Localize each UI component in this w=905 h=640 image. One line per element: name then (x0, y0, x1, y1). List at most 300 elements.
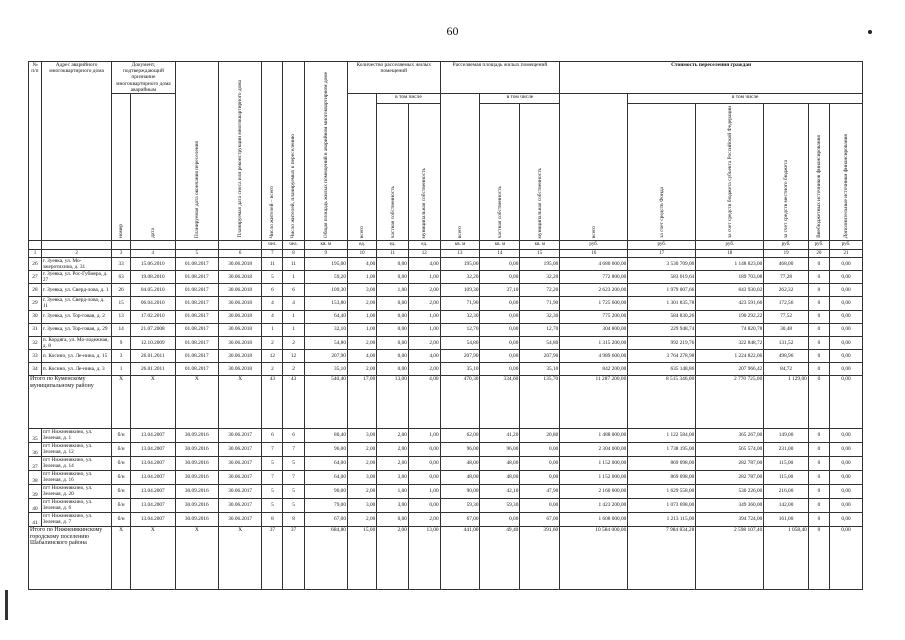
data-cell: 30.06.2018 (218, 258, 261, 271)
table-row (29, 512, 863, 526)
total-label: Итого по Куменскому муниципальному району (29, 375, 112, 428)
header-residents-total: Число жителей – всего (262, 62, 283, 241)
data-cell: 3,00 (377, 470, 409, 484)
unit-cell: руб. (764, 241, 809, 250)
total-cell: 441,00 (440, 526, 480, 589)
data-cell: 3,00 (377, 498, 409, 512)
header-cost-fund: за счет средств Фонда (628, 104, 696, 241)
data-cell: 0 (808, 498, 829, 512)
data-cell: 1,00 (377, 484, 409, 498)
data-cell: 2 (262, 362, 283, 375)
data-cell: 0,00 (377, 362, 409, 375)
data-cell: 12,70 (520, 323, 560, 336)
data-cell: 7 (283, 470, 304, 484)
data-cell: 5 (262, 498, 283, 512)
data-cell: 6 (262, 428, 283, 442)
data-cell: 0 (808, 310, 829, 323)
data-cell: 15.06.2010 (131, 258, 176, 271)
data-cell: 349 360,00 (696, 498, 764, 512)
data-cell: 79,00 (304, 498, 347, 512)
data-cell: 142,00 (764, 498, 809, 512)
row-index: 26 (29, 258, 42, 271)
data-cell: 1 (112, 362, 131, 375)
column-number-cell: 1 (29, 250, 42, 258)
data-cell: 12.10.2009 (131, 336, 176, 349)
table-row (29, 484, 863, 498)
data-cell: 109,30 (440, 284, 480, 297)
data-cell: 0,00 (829, 456, 862, 470)
data-cell: 2 (283, 362, 304, 375)
data-cell: 5 (283, 456, 304, 470)
header-residents-planned: Число жителей, планируемых к переселению (283, 62, 304, 241)
data-cell: 74 820,78 (696, 323, 764, 336)
data-cell: 67,00 (304, 512, 347, 526)
data-cell: 90,00 (440, 484, 480, 498)
column-numbers-group (29, 250, 863, 258)
data-cell: 13.04.2007 (131, 442, 176, 456)
data-cell: 30.09.2016 (175, 456, 218, 470)
data-cell: 775 200,00 (560, 310, 628, 323)
data-cell: 0 (808, 470, 829, 484)
data-cell: 4 989 600,00 (560, 349, 628, 362)
unit-cell: ед. (377, 241, 409, 250)
data-cell: 190 292,22 (696, 310, 764, 323)
data-cell: 322 848,72 (696, 336, 764, 349)
data-cell: 394 724,00 (696, 512, 764, 526)
header-count-total: всего (347, 94, 376, 241)
data-cell: 0,00 (829, 349, 862, 362)
data-cell: 0,00 (377, 297, 409, 310)
data-cell: 1 979 007,66 (628, 284, 696, 297)
data-cell: 365 267,00 (696, 428, 764, 442)
data-cell: 3 764 278,98 (628, 349, 696, 362)
unit-cell (112, 241, 131, 250)
data-cell: 0,00 (480, 258, 520, 271)
data-cell: 4,00 (408, 258, 440, 271)
data-cell: 2 (283, 336, 304, 349)
data-cell: 468,00 (764, 258, 809, 271)
total-row (29, 375, 863, 428)
data-cell: 2,00 (347, 484, 376, 498)
data-cell: 131,52 (764, 336, 809, 349)
total-cell: 2 598 107,40 (696, 526, 764, 589)
data-cell: б/н (112, 498, 131, 512)
data-cell: 0,00 (829, 297, 862, 310)
rows-nizhneivkino (29, 428, 863, 526)
row-index: 40 (29, 498, 42, 512)
header-cost: Стоимость переселения граждан (560, 62, 863, 94)
data-cell: 0,00 (480, 336, 520, 349)
row-index: 39 (29, 484, 42, 498)
data-cell: 2,00 (347, 362, 376, 375)
data-cell: 772 800,00 (560, 271, 628, 284)
data-cell: 4,00 (347, 349, 376, 362)
header-premises-area: Расселяемая площадь жилых помещений (440, 62, 560, 94)
data-cell: 6 (283, 428, 304, 442)
data-cell: 30.06.2018 (218, 323, 261, 336)
data-cell: 0,00 (829, 512, 862, 526)
data-cell: 8 (283, 512, 304, 526)
data-cell: 1 (262, 323, 283, 336)
address-cell: г. Зуевка, ул. Сверд-лова, д. 11 (41, 297, 111, 310)
column-number-cell: 20 (808, 250, 829, 258)
data-cell: 3,00 (347, 428, 376, 442)
table-row (29, 297, 863, 310)
data-cell: 0,00 (520, 498, 560, 512)
unit-cell: руб. (560, 241, 628, 250)
data-cell: 54,80 (440, 336, 480, 349)
data-cell: 96,00 (304, 442, 347, 456)
data-cell: 161,00 (764, 512, 809, 526)
column-number-cell: 6 (218, 250, 261, 258)
data-cell: 0 (808, 349, 829, 362)
data-cell: 0,00 (408, 442, 440, 456)
unit-cell: кв. м (440, 241, 480, 250)
data-cell: 0 (808, 323, 829, 336)
data-cell: 195,00 (520, 258, 560, 271)
column-number-cell: 14 (480, 250, 520, 258)
data-cell: 48,00 (440, 470, 480, 484)
data-cell: 2,00 (347, 512, 376, 526)
data-cell: 195,00 (440, 258, 480, 271)
data-cell: 0,00 (377, 323, 409, 336)
data-cell: 5 (262, 484, 283, 498)
address-cell: пгт Нижнеивкино, ул. Зеленая, д. 20 (41, 484, 111, 498)
total-cell: 0,00 (829, 375, 862, 428)
data-cell: 4 (262, 310, 283, 323)
data-cell: 0 (808, 442, 829, 456)
row-index: 38 (29, 470, 42, 484)
data-cell: 207 966,42 (696, 362, 764, 375)
data-cell: 30.09.2016 (175, 498, 218, 512)
data-cell: 20,80 (520, 428, 560, 442)
data-cell: 30.06.2017 (218, 512, 261, 526)
data-cell: 0,00 (377, 258, 409, 271)
header-count-private: частная собственность (377, 104, 409, 241)
data-cell: 4,00 (347, 258, 376, 271)
address-cell: г. Зуевка, ул. Тор-говая, д. 29 (41, 323, 111, 336)
data-cell: 172,56 (764, 297, 809, 310)
data-cell: 530 226,00 (696, 484, 764, 498)
data-cell: 1 315 200,00 (560, 336, 628, 349)
rows-kumeny (29, 258, 863, 376)
address-cell: п. Косино, ул. Ле-нина, д. 15 (41, 349, 111, 362)
data-cell: 1,00 (377, 284, 409, 297)
data-cell: 4,00 (408, 349, 440, 362)
data-cell: 2 160 000,00 (560, 484, 628, 498)
unit-cell (41, 241, 111, 250)
unit-cell: руб. (808, 241, 829, 250)
data-cell: 0 (808, 297, 829, 310)
data-cell: 84,72 (764, 362, 809, 375)
header-cost-total: всего (560, 94, 628, 241)
data-cell: 35,10 (440, 362, 480, 375)
header-cost-local: за счет средств местного бюджета (764, 104, 809, 241)
column-number-cell: 7 (262, 250, 283, 258)
total-cell: 470,30 (440, 375, 480, 428)
data-cell: 0,00 (377, 349, 409, 362)
unit-cell (175, 241, 218, 250)
data-cell: 0 (808, 484, 829, 498)
total-cell: X (218, 526, 261, 589)
scan-mark (868, 30, 872, 34)
total-cell: 43 (283, 375, 304, 428)
table-row (29, 442, 863, 456)
data-cell: 12,70 (440, 323, 480, 336)
data-cell: 7 (262, 470, 283, 484)
row-index: 31 (29, 323, 42, 336)
data-cell: 842 200,00 (560, 362, 628, 375)
table-row (29, 323, 863, 336)
data-cell: 1 148 823,00 (696, 258, 764, 271)
column-number-cell: 17 (628, 250, 696, 258)
total-cell: 4,00 (408, 375, 440, 428)
table-row (29, 310, 863, 323)
data-cell: 0 (808, 284, 829, 297)
data-cell: 0,00 (408, 470, 440, 484)
data-cell: 17.02.2010 (131, 310, 176, 323)
data-cell: 992 219,76 (628, 336, 696, 349)
address-cell: пгт Нижнеивкино, ул. Зеленая, д. 6 (41, 498, 111, 512)
data-cell: 13 (112, 310, 131, 323)
data-cell: 30.09.2016 (175, 442, 218, 456)
unit-cell: чел. (283, 241, 304, 250)
data-cell: 59,30 (440, 498, 480, 512)
data-cell: 54,80 (520, 336, 560, 349)
data-cell: 869 098,00 (628, 456, 696, 470)
address-cell: пгт Нижнеивкино, ул. Зеленая, д. 1 (41, 428, 111, 442)
data-cell: 2,00 (377, 428, 409, 442)
data-cell: 2 304 000,00 (560, 442, 628, 456)
data-cell: 0,00 (377, 271, 409, 284)
total-cell: 8 515 346,00 (628, 375, 696, 428)
data-cell: 207,90 (440, 349, 480, 362)
column-numbers-row (29, 250, 863, 258)
data-cell: 30.06.2017 (218, 442, 261, 456)
data-cell: 0,00 (829, 336, 862, 349)
data-cell: 2,00 (377, 456, 409, 470)
data-cell: 207,90 (304, 349, 347, 362)
data-cell: 77,28 (764, 271, 809, 284)
total-cell: 10 584 000,00 (560, 526, 628, 589)
total-cell: 13,00 (408, 526, 440, 589)
data-cell: 3,00 (347, 470, 376, 484)
data-cell: 0,00 (829, 258, 862, 271)
data-cell: 01.08.2017 (175, 258, 218, 271)
unit-cell: руб. (696, 241, 764, 250)
data-cell: 64,00 (304, 470, 347, 484)
data-cell: 282 787,00 (696, 470, 764, 484)
data-cell: 62,00 (440, 428, 480, 442)
data-cell: 229 948,74 (628, 323, 696, 336)
column-number-cell: 16 (560, 250, 628, 258)
data-cell: 01.08.2017 (175, 284, 218, 297)
data-cell: 1 301 835,78 (628, 297, 696, 310)
header-total-area: Общая площадь жилых помещений в аварийном многоквартирном доме (304, 62, 347, 241)
total-cell: 334,60 (480, 375, 520, 428)
data-cell: 1 423 200,00 (560, 498, 628, 512)
data-cell: 0,00 (520, 470, 560, 484)
data-cell: 2,00 (377, 442, 409, 456)
unit-cell: кв. м (520, 241, 560, 250)
unit-cell (218, 241, 261, 250)
data-cell: 01.08.2017 (175, 336, 218, 349)
data-cell: 64,40 (304, 310, 347, 323)
data-cell: 33 (112, 258, 131, 271)
data-cell: 0,00 (480, 512, 520, 526)
data-cell: 3,00 (347, 498, 376, 512)
total-cell: 13,00 (377, 375, 409, 428)
data-cell: 1 629 558,00 (628, 484, 696, 498)
header-doc-number: номер (112, 94, 131, 241)
total-nizhneivkino (29, 526, 863, 589)
data-cell: 1 488 000,00 (560, 428, 628, 442)
data-cell: 565 574,00 (696, 442, 764, 456)
data-cell: 0 (808, 428, 829, 442)
data-cell: 1 738 195,00 (628, 442, 696, 456)
data-cell: 1 608 000,00 (560, 512, 628, 526)
header-cost-including: в том числе (628, 94, 863, 104)
total-cell: 2,00 (377, 526, 409, 589)
address-cell: г. Зуевка, ул. Рос-Губмера, д. 27 (41, 271, 111, 284)
data-cell: б/н (112, 484, 131, 498)
data-cell: 30.06.2017 (218, 428, 261, 442)
header-count-including: в том числе (377, 94, 440, 104)
data-cell: 01.08.2017 (175, 349, 218, 362)
total-cell: 391,60 (520, 526, 560, 589)
data-cell: 30.09.2016 (175, 470, 218, 484)
units-row (29, 241, 863, 250)
data-cell: 12 (262, 349, 283, 362)
data-cell: 26.01.2011 (131, 362, 176, 375)
data-cell: 149,00 (764, 428, 809, 442)
data-cell: 0,00 (480, 349, 520, 362)
data-cell: 2,00 (408, 512, 440, 526)
data-cell: 0,00 (829, 442, 862, 456)
data-cell: 4 680 000,00 (560, 258, 628, 271)
data-cell: б/н (112, 512, 131, 526)
header-cost-region: за счет средств бюджета субъекта Российской Федерации (696, 104, 764, 241)
header-no: № п/п (29, 62, 42, 241)
unit-cell: руб. (829, 241, 862, 250)
table-row (29, 258, 863, 271)
row-index: 27 (29, 271, 42, 284)
data-cell: 3 (112, 349, 131, 362)
data-cell: 115,00 (764, 456, 809, 470)
data-cell: 0,00 (829, 484, 862, 498)
data-cell: 67,00 (520, 512, 560, 526)
total-cell: 2 770 725,00 (696, 375, 764, 428)
data-cell: 71,90 (520, 297, 560, 310)
data-cell: 584 830,26 (628, 310, 696, 323)
data-cell: 14 (112, 323, 131, 336)
data-cell: 15 (112, 297, 131, 310)
data-cell: 48,00 (440, 456, 480, 470)
data-cell: 583 019,64 (628, 271, 696, 284)
data-cell: б/н (112, 470, 131, 484)
column-number-cell: 8 (283, 250, 304, 258)
data-cell: 30.09.2016 (175, 428, 218, 442)
column-number-cell: 12 (408, 250, 440, 258)
address-cell: пгт Нижнеивкино, ул. Зеленая, д. 16 (41, 470, 111, 484)
header-cost-extra2: Дополнительные источники финансирования (829, 104, 862, 241)
table-row (29, 336, 863, 349)
data-cell: 207,90 (520, 349, 560, 362)
data-cell: 01.08.2017 (175, 362, 218, 375)
data-cell: 0,00 (829, 428, 862, 442)
data-cell: 1,00 (408, 323, 440, 336)
column-number-cell: 5 (175, 250, 218, 258)
data-cell: б/н (112, 456, 131, 470)
data-cell: 11 (262, 258, 283, 271)
data-cell: 1 152 000,00 (560, 470, 628, 484)
data-cell: 5 (283, 498, 304, 512)
data-cell: 71,90 (440, 297, 480, 310)
data-cell: 1,00 (408, 310, 440, 323)
data-cell: 2 623 200,00 (560, 284, 628, 297)
data-cell: 7 (283, 442, 304, 456)
data-cell: 37,10 (480, 284, 520, 297)
row-index: 34 (29, 362, 42, 375)
total-cell: 11 287 200,00 (560, 375, 628, 428)
data-cell: 3,00 (347, 284, 376, 297)
row-index: 28 (29, 284, 42, 297)
header-area-total: всего (440, 94, 480, 241)
data-cell: 115,00 (764, 470, 809, 484)
table-row (29, 284, 863, 297)
total-cell: 0 (808, 526, 829, 589)
unit-cell: кв. м (304, 241, 347, 250)
data-cell: 189 703,08 (696, 271, 764, 284)
data-cell: 643 930,02 (696, 284, 764, 297)
data-cell: 04.05.2010 (131, 284, 176, 297)
data-cell: 64,00 (304, 456, 347, 470)
data-cell: 1,00 (408, 484, 440, 498)
row-index: 33 (29, 349, 42, 362)
data-cell: 35,10 (520, 362, 560, 375)
data-cell: 7 (262, 442, 283, 456)
header-area-private: частная собственность (480, 104, 520, 241)
data-cell: 48,00 (480, 456, 520, 470)
address-cell: г. Зуевка, ул. Мо-зжеротихина, д. 31 (41, 258, 111, 271)
total-row (29, 526, 863, 589)
data-cell: 0,00 (408, 456, 440, 470)
data-cell: 01.08.2017 (175, 297, 218, 310)
data-cell: 30.09.2016 (175, 512, 218, 526)
data-cell: 1 122 584,00 (628, 428, 696, 442)
data-cell: 30.06.2018 (218, 271, 261, 284)
units-row-group (29, 241, 863, 250)
data-cell: 2,00 (347, 442, 376, 456)
data-cell: 1,00 (347, 323, 376, 336)
data-cell: 0,00 (829, 362, 862, 375)
unit-cell: ед. (347, 241, 376, 250)
data-cell: 30.06.2018 (218, 297, 261, 310)
data-cell: 304 800,00 (560, 323, 628, 336)
data-cell: 32,20 (440, 271, 480, 284)
data-cell: 0,00 (480, 323, 520, 336)
data-cell: 0,00 (377, 512, 409, 526)
column-number-cell: 11 (377, 250, 409, 258)
data-cell: 01.08.2017 (175, 323, 218, 336)
total-cell: X (175, 526, 218, 589)
data-cell: 30.06.2018 (218, 310, 261, 323)
unit-cell: ед. (408, 241, 440, 250)
data-cell: 30,48 (764, 323, 809, 336)
total-cell: 0,00 (829, 526, 862, 589)
data-cell: 90,00 (304, 484, 347, 498)
data-cell: 2,00 (408, 297, 440, 310)
